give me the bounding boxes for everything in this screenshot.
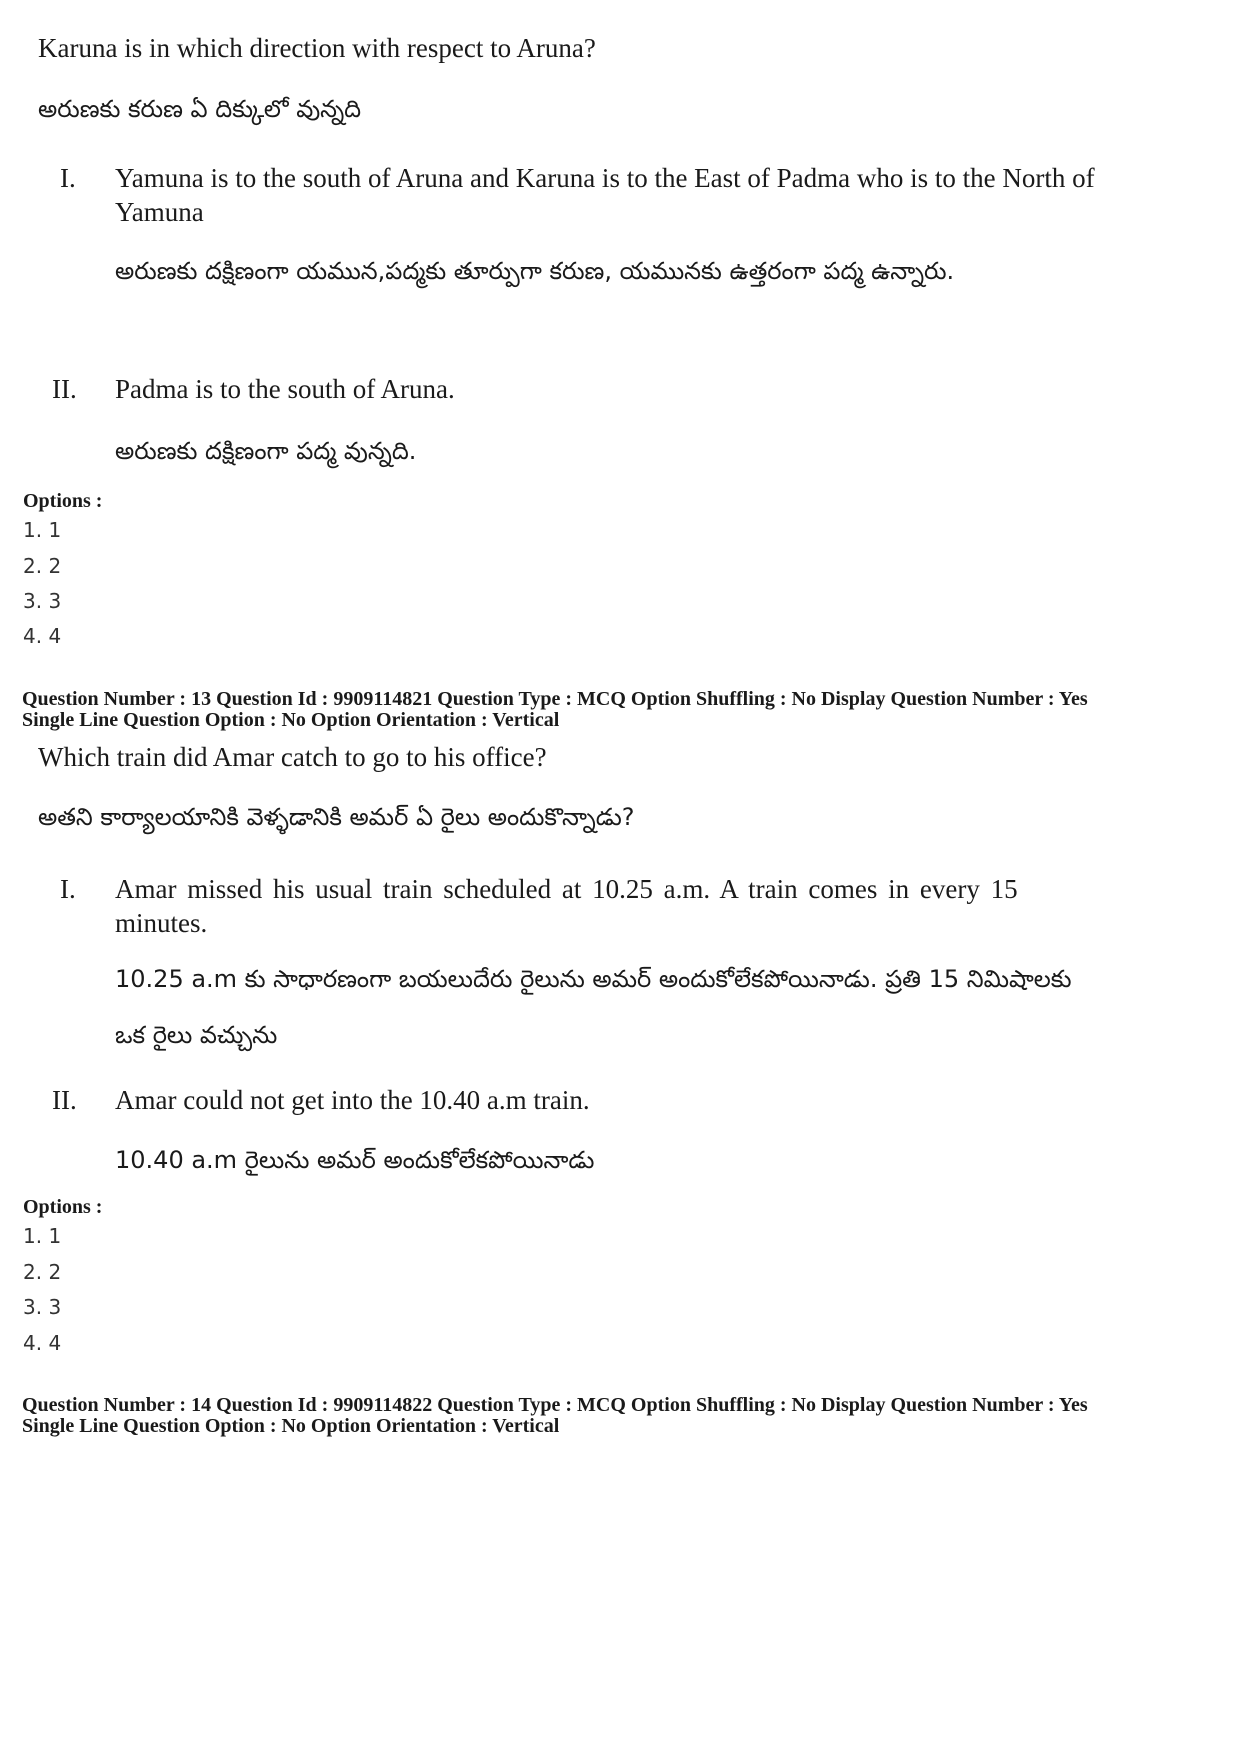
options-heading: Options : bbox=[23, 490, 103, 512]
question-text-en: Which train did Amar catch to go to his office? bbox=[38, 742, 547, 772]
option-item[interactable]: 4. 4 bbox=[23, 624, 62, 648]
statement-text-en: Amar could not get into the 10.40 a.m train. bbox=[115, 1085, 590, 1115]
statement-text-te: 10.25 a.m కు సాధారణంగా బయలుదేరు రైలును అమర్ అందుకోలేకపోయినాడు. ప్రతి 15 నిమిషాలకు ఒక రైలు వచ్చును bbox=[115, 965, 1072, 1049]
statement-text-en: Amar missed his usual train scheduled at 10.25 a.m. A train comes in every 15 minutes. bbox=[115, 874, 1018, 938]
question-text-en: Karuna is in which direction with respect to Aruna? bbox=[38, 33, 596, 63]
question-meta bbox=[22, 1395, 1222, 1437]
question-meta-line: Single Line Question Option : No Option Orientation : Vertical bbox=[22, 1415, 560, 1437]
question-text-te: అరుణకు కరుణ ఏ దిక్కులో వున్నది bbox=[38, 95, 362, 123]
statement-text-te: అరుణకు దక్షిణంగా పద్మ వున్నది. bbox=[115, 437, 417, 465]
option-item[interactable]: 3. 3 bbox=[23, 1295, 62, 1319]
option-item[interactable]: 4. 4 bbox=[23, 1331, 62, 1355]
options-heading: Options : bbox=[23, 1196, 103, 1218]
option-item[interactable]: 1. 1 bbox=[23, 518, 62, 542]
statement-text-te: 10.40 a.m రైలును అమర్ అందుకోలేకపోయినాడు bbox=[115, 1146, 595, 1174]
statement-text-en: Padma is to the south of Aruna. bbox=[115, 374, 455, 404]
question-meta-line: Single Line Question Option : No Option Orientation : Vertical bbox=[22, 709, 560, 731]
option-item[interactable]: 3. 3 bbox=[23, 589, 62, 613]
option-item[interactable]: 2. 2 bbox=[23, 554, 62, 578]
statement-numeral: II. bbox=[52, 1085, 77, 1115]
question-text-te: అతని కార్యాలయానికి వెళ్ళడానికి అమర్ ఏ రైలు అందుకొన్నాడు? bbox=[38, 803, 635, 831]
statement-numeral: II. bbox=[52, 374, 77, 404]
option-item[interactable]: 1. 1 bbox=[23, 1224, 62, 1248]
question-meta-line: Question Number : 14 Question Id : 9909114822 Question Type : MCQ Option Shuffling : No Display Question Number : Yes bbox=[22, 1394, 1088, 1416]
statement-text-te: అరుణకు దక్షిణంగా యమున,పద్మకు తూర్పుగా కరుణ, యమునకు ఉత్తరంగా పద్మ ఉన్నారు. bbox=[115, 257, 955, 285]
question-meta-line: Question Number : 13 Question Id : 9909114821 Question Type : MCQ Option Shuffling : No Display Question Number : Yes bbox=[22, 688, 1088, 710]
statement-numeral: I. bbox=[60, 874, 76, 904]
question-meta bbox=[22, 689, 1222, 731]
option-item[interactable]: 2. 2 bbox=[23, 1260, 62, 1284]
statement-text-en: Yamuna is to the south of Aruna and Karuna is to the East of Padma who is to the North of Yamuna bbox=[115, 163, 1095, 227]
statement-numeral: I. bbox=[60, 163, 76, 193]
